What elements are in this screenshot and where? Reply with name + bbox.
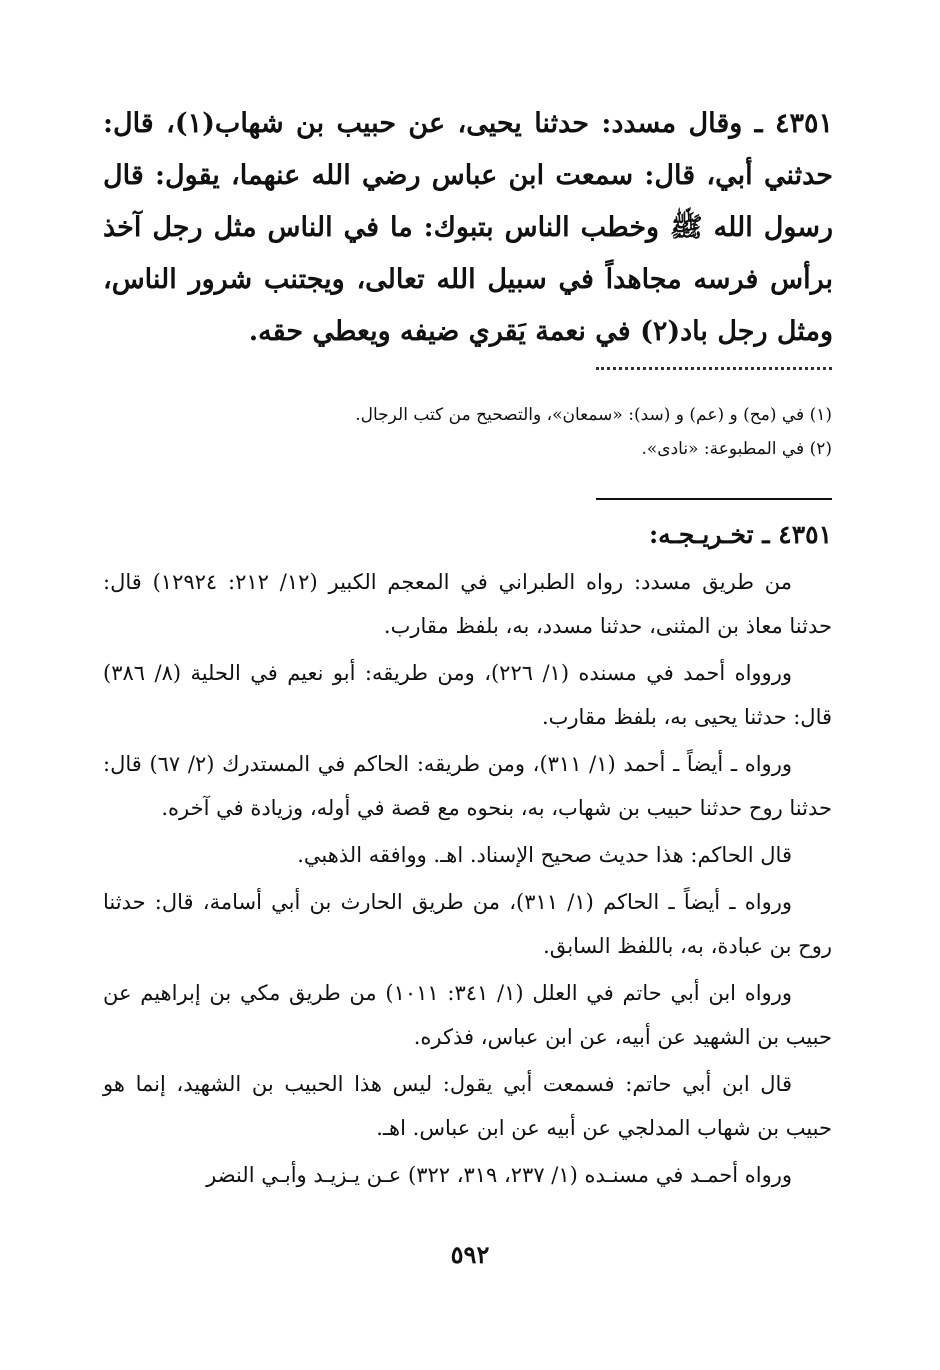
takhrij-paragraph: وروواه أحمد في مسنده (١/ ٢٢٦)، ومن طريقه: أبو نعيم في الحلية (٨/ ٣٨٦) قال: حدثنا يحيى به، بلفظ مقارب. [103,661,832,729]
footnotes-block [300,398,832,466]
takhrij-heading: ٤٣٥١ ـ تخـريـجـه: [648,520,832,549]
hadith-text-block [103,98,833,358]
footnote-1: (١) في (مح) و (عم) و (سد): «سمعان»، والتصحيح من كتب الرجال. [355,405,832,425]
takhrij-paragraph: من طريق مسدد: رواه الطبراني في المعجم الكبير (١٢/ ٢١٢: ١٢٩٢٤) قال: حدثنا معاذ بن المثنى، حدثنا مسدد، به، بلفظ مقارب. [103,570,832,638]
takhrij-block [103,560,832,1200]
takhrij-paragraph: ورواه ـ أيضاً ـ أحمد (١/ ٣١١)، ومن طريقه: الحاكم في المستدرك (٢/ ٦٧) قال: حدثنا روح حدثنا حبيب بن شهاب، به، بنحوه مع قصة في أوله، وزيادة في آخره. [103,752,832,820]
hadith-paragraph: ٤٣٥١ ـ وقال مسدد: حدثنا يحيى، عن حبيب بن شهاب(١)، قال: حدثني أبي، قال: سمعت ابن عباس رضي الله عنهما، يقول: قال رسول الله ﷺ وخطب الناس بتبوك: ما في الناس مثل رجل آخذ برأس فرسه مجاهداً في سبيل الله تعالى، ويجتنب شرور الناس، ومثل رجل باد(٢) في نعمة يَقري ضيفه ويعطي حقه. [103,108,833,347]
footnote-dotted-separator [596,367,832,370]
takhrij-paragraph: ورواه ـ أيضاً ـ الحاكم (١/ ٣١١)، من طريق الحارث بن أبي أسامة، قال: حدثنا روح بن عبادة، به، باللفظ السابق. [103,890,832,958]
footnote-2: (٢) في المطبوعة: «نادى». [641,439,832,459]
takhrij-paragraph: ورواه ابن أبي حاتم في العلل (١/ ٣٤١: ١٠١١) من طريق مكي بن إبراهيم عن حبيب بن الشهيد عن أبيه، عن ابن عباس، فذكره. [103,981,832,1049]
section-separator-line [596,498,832,500]
page-number: ٥٩٢ [450,1240,490,1269]
takhrij-paragraph: قال ابن أبي حاتم: فسمعت أبي يقول: ليس هذا الحبيب بن الشهيد، إنما هو حبيب بن شهاب المدلجي عن أبيه عن ابن عباس. اهـ. [103,1072,832,1140]
takhrij-paragraph: ورواه أحمـد في مسنـده (١/ ٢٣٧، ٣١٩، ٣٢٢) عـن يـزيـد وأبـي النضر [206,1163,792,1187]
takhrij-paragraph: قال الحاكم: هذا حديث صحيح الإسناد. اهـ. ووافقه الذهبي. [297,843,792,867]
